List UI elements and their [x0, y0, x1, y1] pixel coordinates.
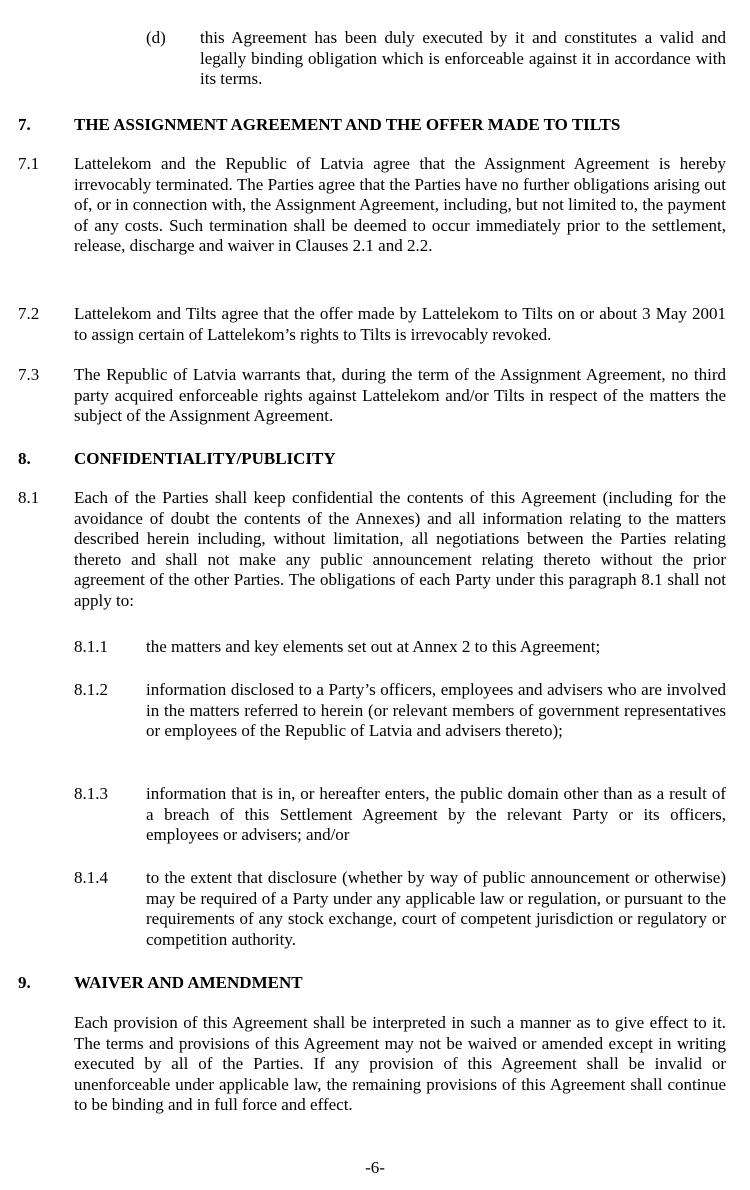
clause-8-1-text: Each of the Parties shall keep confidential the contents of this Agreement (including for the avoidance of doubt the contents of the Annexes) and all information relating to the matters described herein including, without limitation, all negotiations between the Parties relating thereto and shall not make any public announcement relating thereto without the prior agreement of the other Parties. The obligations of each Party under this paragraph 8.1 shall not apply to: [74, 488, 726, 610]
section-8-heading: CONFIDENTIALITY/PUBLICITY [74, 449, 336, 468]
clause-7-3-text: The Republic of Latvia warrants that, during the term of the Assignment Agreement, no third party acquired enforceable rights against Lattelekom and/or Tilts in respect of the matters the subject of the Assignment Agreement. [74, 365, 726, 425]
clause-d-label: (d) [146, 28, 166, 47]
section-9-heading: WAIVER AND AMENDMENT [74, 973, 303, 992]
section-9-number: 9. [18, 973, 31, 992]
section-7-number: 7. [18, 115, 31, 134]
clause-7-2-number: 7.2 [18, 304, 40, 323]
clause-8-1-4-text: to the extent that disclosure (whether by way of public announcement or otherwise) may be required of a Party under any applicable law or regulation, or pursuant to the requirements of any stock exchange, court of competent jurisdiction or regulatory or competition authority. [146, 868, 726, 949]
section-8-number: 8. [18, 449, 31, 468]
clause-d-text: this Agreement has been duly executed by it and constitutes a valid and legally binding obligation which is enforceable against it in accordance with its terms. [200, 28, 726, 88]
clause-8-1-3-number: 8.1.3 [74, 784, 108, 803]
clause-7-3-number: 7.3 [18, 365, 40, 384]
clause-8-1-2-text: information disclosed to a Party’s officers, employees and advisers who are involved in the matters referred to herein (or relevant members of government representatives or employees of the Republic of Latvia and advisers thereto); [146, 680, 726, 740]
clause-8-1-4-number: 8.1.4 [74, 868, 108, 887]
clause-8-1-1-number: 8.1.1 [74, 637, 108, 656]
clause-8-1-1-text: the matters and key elements set out at Annex 2 to this Agreement; [146, 637, 601, 656]
clause-7-1-number: 7.1 [18, 154, 40, 173]
clause-8-1-3-text: information that is in, or hereafter enters, the public domain other than as a result of a breach of this Settlement Agreement by the relevant Party or its officers, employees or advisers; and/or [146, 784, 726, 844]
page-number: -6- [365, 1158, 385, 1177]
section-9-text: Each provision of this Agreement shall be interpreted in such a manner as to give effect to it. The terms and provisions of this Agreement may not be waived or amended except in writing executed by all of the Parties. If any provision of this Agreement shall be invalid or unenforceable under applicable law, the remaining provisions of this Agreement shall continue to be binding and in full force and effect. [74, 1013, 726, 1114]
section-7-heading: THE ASSIGNMENT AGREEMENT AND THE OFFER MADE TO TILTS [74, 115, 621, 134]
clause-8-1-number: 8.1 [18, 488, 40, 507]
clause-8-1-2-number: 8.1.2 [74, 680, 108, 699]
clause-7-1-text: Lattelekom and the Republic of Latvia agree that the Assignment Agreement is hereby irrevocably terminated. The Parties agree that the Parties have no further obligations arising out of, or in connection with, the Assignment Agreement, including, but not limited to, the payment of any costs. Such termination shall be deemed to occur immediately prior to the settlement, release, discharge and waiver in Clauses 2.1 and 2.2. [74, 154, 726, 255]
clause-7-2-text: Lattelekom and Tilts agree that the offer made by Lattelekom to Tilts on or about 3 May 2001 to assign certain of Lattelekom’s rights to Tilts is irrevocably revoked. [74, 304, 726, 344]
